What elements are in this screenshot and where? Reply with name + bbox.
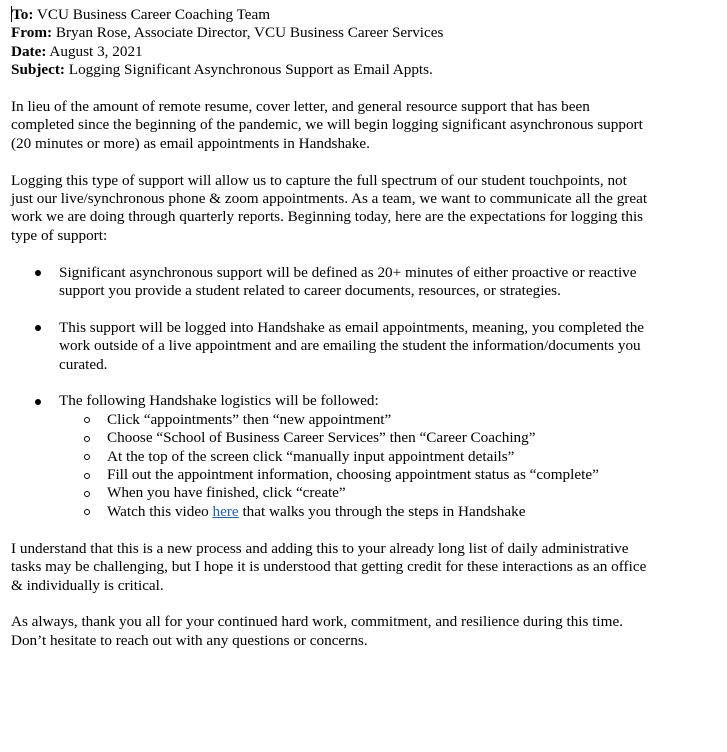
bullet-text: This support will be logged into Handshake as email appointments, meaning, you completed the work outside of a live appointment and are emailing the student the information/documents you curated. — [59, 318, 645, 373]
subject-value: Logging Significant Asynchronous Support as Email Appts. — [68, 61, 433, 79]
spacer — [11, 300, 651, 318]
bullet-icon — [35, 270, 41, 276]
spacer — [11, 374, 651, 392]
list-item — [11, 264, 651, 301]
circle-bullet-icon — [84, 491, 90, 497]
list-item — [59, 429, 651, 447]
logistics-steps-list — [59, 411, 651, 521]
bullet-icon — [35, 399, 41, 405]
spacer — [11, 521, 651, 539]
bullet-text: Significant asynchronous support will be defined as 20+ minutes of either proactive or reactive support you provide a student related to career documents, resources, or strategies. — [59, 263, 637, 300]
list-item — [59, 411, 651, 429]
list-item — [11, 319, 651, 374]
from-line — [11, 24, 651, 42]
circle-bullet-icon — [84, 473, 90, 479]
expectations-list — [11, 264, 651, 522]
video-link[interactable]: here — [212, 502, 239, 520]
list-item — [11, 392, 651, 521]
subject-label: Subject: — [11, 61, 65, 79]
step-text: Choose “School of Business Career Services” then “Career Coaching” — [107, 429, 536, 447]
step-text: Fill out the appointment information, choosing appointment status as “complete” — [107, 466, 599, 484]
from-label: From: — [11, 24, 53, 42]
circle-bullet-icon — [84, 436, 90, 442]
bullet-icon — [35, 325, 41, 331]
circle-bullet-icon — [84, 417, 90, 423]
step-text: At the top of the screen click “manually input appointment details” — [107, 447, 515, 465]
date-label: Date: — [11, 42, 47, 60]
list-item — [59, 484, 651, 502]
understanding-paragraph: I understand that this is a new process and adding this to your already long list of daily administrative tasks may be challenging, but I hope it is understood that getting credit for these interactions as an office & individually is critical. — [11, 539, 647, 594]
date-line — [11, 43, 651, 61]
subject-line — [11, 61, 651, 79]
spacer — [11, 595, 651, 613]
memo-document — [11, 6, 651, 650]
intro-paragraph: In lieu of the amount of remote resume, cover letter, and general resource support that has been completed since the beginning of the pandemic, we will begin logging significant asynchronous support (20 minutes or more) as email appointments in Handshake. — [11, 98, 643, 152]
circle-bullet-icon — [84, 509, 90, 515]
from-value: Bryan Rose, Associate Director, VCU Business Career Services — [55, 24, 444, 42]
to-line — [11, 6, 651, 24]
to-value: VCU Business Career Coaching Team — [36, 6, 271, 23]
spacer — [11, 80, 651, 98]
date-value: August 3, 2021 — [49, 42, 143, 60]
bullet-text: The following Handshake logistics will be followed: — [59, 392, 379, 410]
step-text: Click “appointments” then “new appointment” — [107, 410, 392, 428]
to-label: To: — [12, 6, 34, 23]
closing-paragraph: As always, thank you all for your continued hard work, commitment, and resilience during this time. Don’t hesitate to reach out with any questions or concerns. — [11, 613, 624, 649]
step-text-before: Watch this video — [107, 502, 213, 520]
spacer — [11, 245, 651, 263]
logging-paragraph: Logging this type of support will allow us to capture the full spectrum of our student touchpoints, not just our live/synchronous phone & zoom appointments. As a team, we want to communicate all the great work we are doing through quarterly reports. Beginning today, here are the expectations for logging this type of support: — [11, 171, 648, 244]
list-item — [59, 466, 651, 484]
list-item — [59, 448, 651, 466]
step-text-after: that walks you through the steps in Handshake — [238, 502, 526, 520]
list-item — [59, 503, 651, 521]
step-text: When you have finished, click “create” — [107, 484, 346, 502]
spacer — [11, 153, 651, 171]
circle-bullet-icon — [84, 454, 90, 460]
